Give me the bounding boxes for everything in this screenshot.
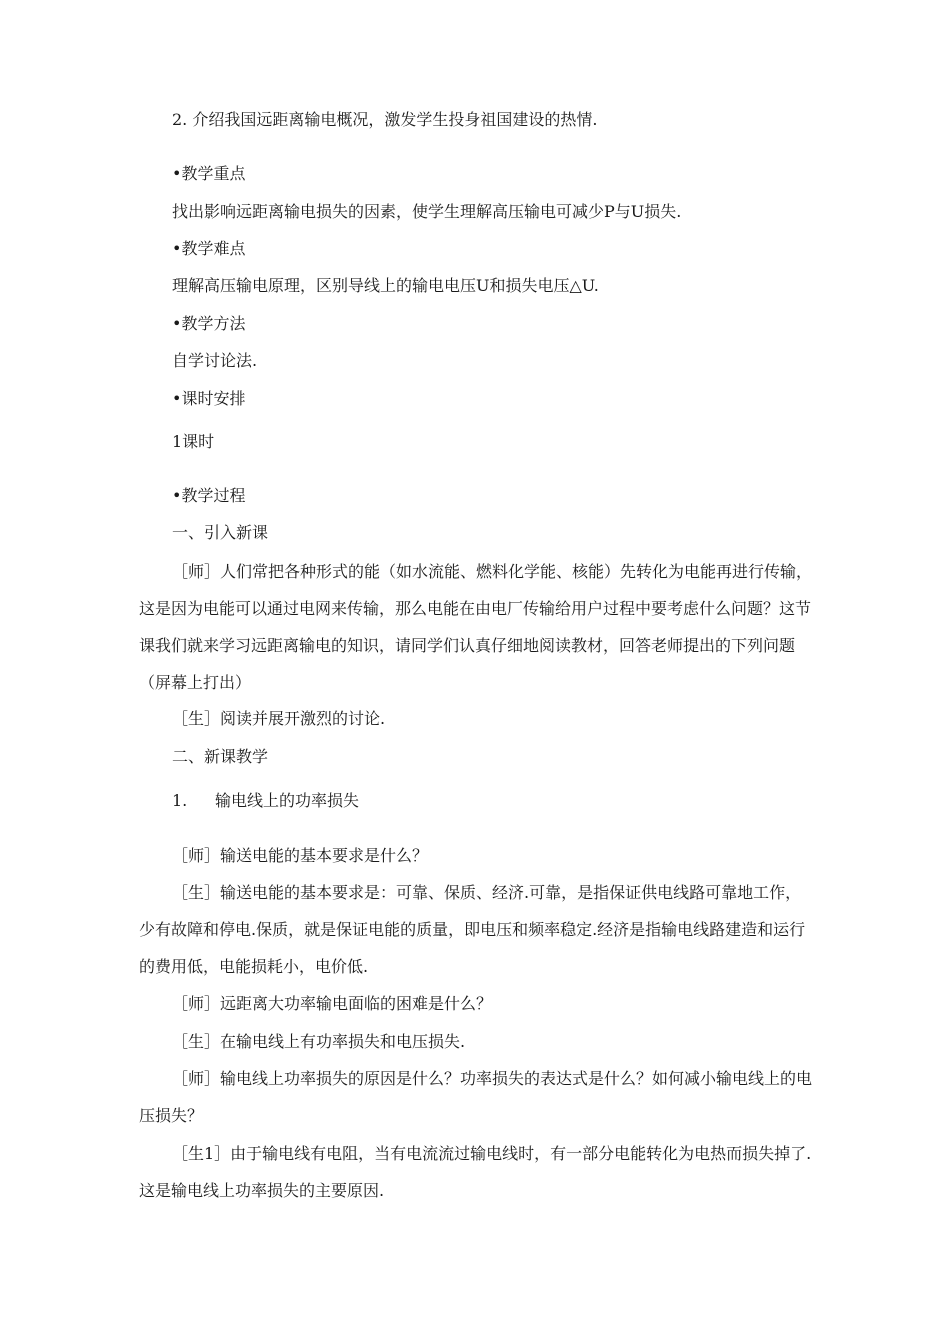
student-paragraph-4-text: ［生1］由于输电线有电阻，当有电流流过输电线时，有一部分电能转化为电热而损失掉了.这是输电线上功率损失的主要原因.: [139, 1144, 812, 1200]
teacher-question-3: ［师］远距离大功率输电面临的困难是什么？: [172, 994, 493, 1013]
student-paragraph-4: [139, 1135, 817, 1209]
student-response-1: ［生］阅读并展开激烈的讨论.: [172, 709, 386, 728]
teacher-paragraph-1-text: ［师］人们常把各种形式的能（如水流能、燃料化学能、核能）先转化为电能再进行传输，这是因为电能可以通过电网来传输，那么电能在由电厂传输给用户过程中要考虑什么问题？这节课我们就来学习远距离输电的知识，请同学们认真仔细地阅读教材，回答老师提出的下列问题（屏幕上打出）: [139, 562, 813, 692]
heading-method: •教学方法: [172, 314, 246, 333]
teacher-paragraph-4: [139, 1060, 817, 1134]
subsection-number: 1.: [172, 791, 188, 810]
objective-item-2: 2. 介绍我国远距离输电概况，激发学生投身祖国建设的热情.: [172, 110, 598, 129]
heading-difficulties: •教学难点: [172, 239, 246, 258]
teacher-question-2: ［师］输送电能的基本要求是什么？: [172, 846, 429, 865]
method-text: 自学讨论法.: [172, 351, 258, 370]
heading-key-points: •教学重点: [172, 164, 246, 183]
student-response-3: ［生］在输电线上有功率损失和电压损失.: [172, 1032, 466, 1051]
teacher-paragraph-4-text: ［师］输电线上功率损失的原因是什么？功率损失的表达式是什么？如何减小输电线上的电压损失？: [139, 1069, 813, 1125]
heading-process: •教学过程: [172, 486, 246, 505]
section-new-lesson-heading: 二、新课教学: [172, 747, 269, 766]
difficulties-text: 理解高压输电原理，区别导线上的输电电压U和损失电压△U.: [172, 276, 599, 295]
subsection-title: 输电线上的功率损失: [215, 791, 360, 810]
student-paragraph-2-text: ［生］输送电能的基本要求是：可靠、保质、经济.可靠，是指保证供电线路可靠地工作，少有故障和停电.保质，就是保证电能的质量，即电压和频率稳定.经济是指输电线路建造和运行的费用低，电能损耗小，电价低.: [139, 883, 806, 976]
student-paragraph-2: [139, 874, 817, 985]
schedule-text: 1课时: [172, 432, 215, 451]
key-points-text: 找出影响远距离输电损失的因素，使学生理解高压输电可减少P与U损失.: [172, 202, 682, 221]
section-intro-heading: 一、引入新课: [172, 523, 269, 542]
heading-schedule: •课时安排: [172, 389, 246, 408]
teacher-paragraph-1: [139, 553, 817, 701]
